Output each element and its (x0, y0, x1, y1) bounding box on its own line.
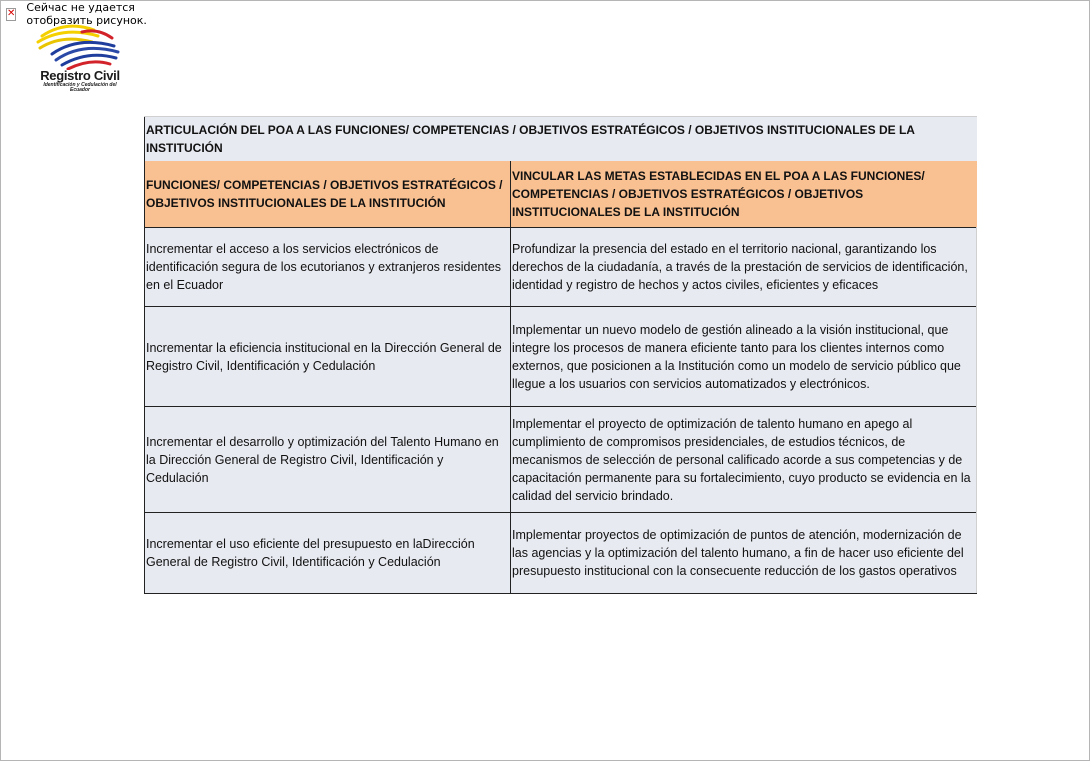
table-title: ARTICULACIÓN DEL POA A LAS FUNCIONES/ COMPETENCIAS / OBJETIVOS ESTRATÉGICOS / OBJETIVOS INSTITUCIONALES DE LA INSTITUCIÓN (145, 117, 977, 162)
header-functions: FUNCIONES/ COMPETENCIAS / OBJETIVOS ESTRATÉGICOS / OBJETIVOS INSTITUCIONALES DE LA INSTITUCIÓN (145, 161, 511, 228)
table-row (145, 513, 977, 594)
broken-image-icon: ✕ (7, 8, 16, 19)
header-goals: VINCULAR LAS METAS ESTABLECIDAS EN EL POA A LAS FUNCIONES/ COMPETENCIAS / OBJETIVOS ESTRATÉGICOS / OBJETIVOS INSTITUCIONALES DE LA INSTITUCIÓN (511, 161, 977, 228)
poa-articulation-table (144, 116, 977, 594)
registro-civil-logo (32, 20, 127, 98)
placeholder-text: Сейчас не удается отобразить рисунок. (26, 1, 147, 27)
table-header-row (145, 161, 977, 228)
table-cell: Implementar el proyecto de optimización de talento humano en apego al cumplimiento de compromisos presidenciales, de estudios técnicos, de mecanismos de selección de personal calificado acorde a sus competencias y de capacitación permanente para su fortalecimiento, cuyo producto se evidencia en la calidad del servicio brindado. (511, 407, 977, 513)
logo-title: Registro Civil (40, 68, 120, 83)
table-cell: Incrementar el desarrollo y optimización del Talento Humano en la Dirección General de Registro Civil, Identificación y Cedulación (145, 407, 511, 513)
table-cell: Implementar proyectos de optimización de puntos de atención, modernización de las agencias y la optimización del talento humano, a fin de hacer uso eficiente del presupuesto institucional con la consecuente reducción de los gastos operativos (511, 513, 977, 594)
table-row (145, 407, 977, 513)
table-row (145, 307, 977, 407)
table-cell: Incrementar el uso eficiente del presupuesto en laDirección General de Registro Civil, Identificación y Cedulación (145, 513, 511, 594)
logo-subtitle: Identificación y Cedulación del Ecuador (43, 82, 117, 93)
fingerprint-logo-icon (32, 20, 127, 70)
table-cell: Profundizar la presencia del estado en el territorio nacional, garantizando los derechos de la ciudadanía, a través de la prestación de servicios de identificación, identidad y registro de hechos y actos civiles, eficientes y eficaces (511, 228, 977, 307)
table-row (145, 228, 977, 307)
table-title-row (145, 117, 977, 162)
table-cell: Implementar un nuevo modelo de gestión alineado a la visión institucional, que integre los procesos de manera eficiente tanto para los clientes internos como externos, que posicionen a la Institución como un modelo de servicio público que llegue a los usuarios con servicios automatizados y electrónicos. (511, 307, 977, 407)
table-cell: Incrementar la eficiencia institucional en la Dirección General de Registro Civil, Identificación y Cedulación (145, 307, 511, 407)
table-cell: Incrementar el acceso a los servicios electrónicos de identificación segura de los ecutorianos y extranjeros residentes en el Ecuador (145, 228, 511, 307)
